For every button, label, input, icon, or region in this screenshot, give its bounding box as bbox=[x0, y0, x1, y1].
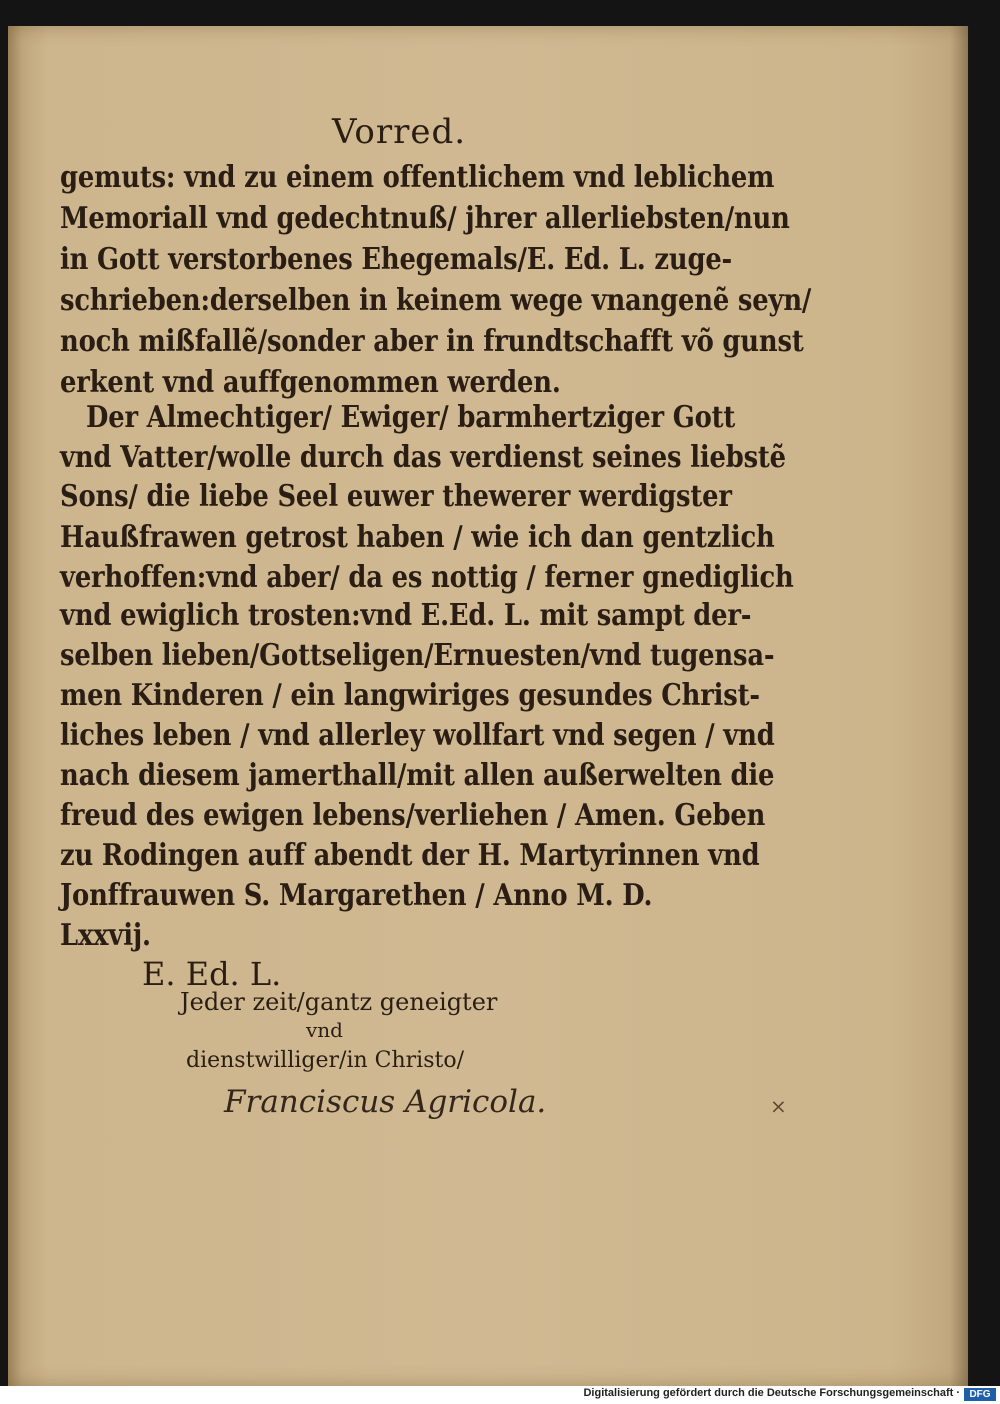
text-line: Der Almechtiger/ Ewiger/ barmhertziger Gott bbox=[86, 400, 736, 435]
text-line: Sons/ die liebe Seel euwer thewerer werdigster bbox=[60, 479, 732, 514]
footer-credit: Digitalisierung gefördert durch die Deutsche Forschungsgemeinschaft · bbox=[583, 1387, 960, 1399]
closing-line: Jeder zeit/gantz geneigter bbox=[180, 988, 498, 1016]
text-line: freud des ewigen lebens/verliehen / Amen. Geben bbox=[60, 798, 766, 833]
text-line: noch mißfallẽ/sonder aber in frundtschafft võ gunst bbox=[60, 324, 804, 359]
text-line: Jonffrauwen S. Margarethen / Anno M. D. bbox=[60, 878, 653, 913]
text-line: vnd Vatter/wolle durch das verdienst seines liebstẽ bbox=[60, 440, 786, 475]
closing-line: vnd bbox=[306, 1018, 343, 1042]
page-edge-shadow bbox=[950, 26, 970, 1386]
text-line: liches leben / vnd allerley wollfart vnd segen / vnd bbox=[60, 718, 775, 753]
text-line: nach diesem jamerthall/mit allen außerwelten die bbox=[60, 758, 775, 793]
text-line: Haußfrawen getrost haben / wie ich dan gentzlich bbox=[60, 520, 775, 555]
author-signature: Franciscus Agricola. bbox=[224, 1084, 547, 1120]
dfg-logo-icon: DFG bbox=[964, 1388, 996, 1401]
text-line: gemuts: vnd zu einem offentlichem vnd leblichem bbox=[60, 160, 775, 195]
stray-mark: × bbox=[770, 1094, 787, 1118]
running-header: Vorred. bbox=[332, 112, 467, 152]
text-line: men Kinderen / ein langwiriges gesundes Christ- bbox=[60, 678, 760, 713]
text-line: erkent vnd auffgenommen werden. bbox=[60, 365, 561, 400]
text-line: Lxxvij. bbox=[60, 918, 151, 953]
text-line: verhoffen:vnd aber/ da es nottig / ferner gnediglich bbox=[60, 560, 794, 595]
text-line: in Gott verstorbenes Ehegemals/E. Ed. L. zuge- bbox=[60, 242, 733, 277]
text-line: vnd ewiglich trosten:vnd E.Ed. L. mit sampt der- bbox=[60, 598, 752, 633]
text-line: schrieben:derselben in keinem wege vnangenẽ seyn/ bbox=[60, 283, 812, 318]
text-line: Memoriall vnd gedechtnuß/ jhrer allerliebsten/nun bbox=[60, 201, 790, 236]
closing-salutation: E. Ed. L. bbox=[142, 955, 282, 993]
text-line: selben lieben/Gottseligen/Ernuesten/vnd tugensa- bbox=[60, 638, 775, 673]
text-line: zu Rodingen auff abendt der H. Martyrinnen vnd bbox=[60, 838, 760, 873]
closing-line: dienstwilliger/in Christo/ bbox=[186, 1048, 464, 1073]
